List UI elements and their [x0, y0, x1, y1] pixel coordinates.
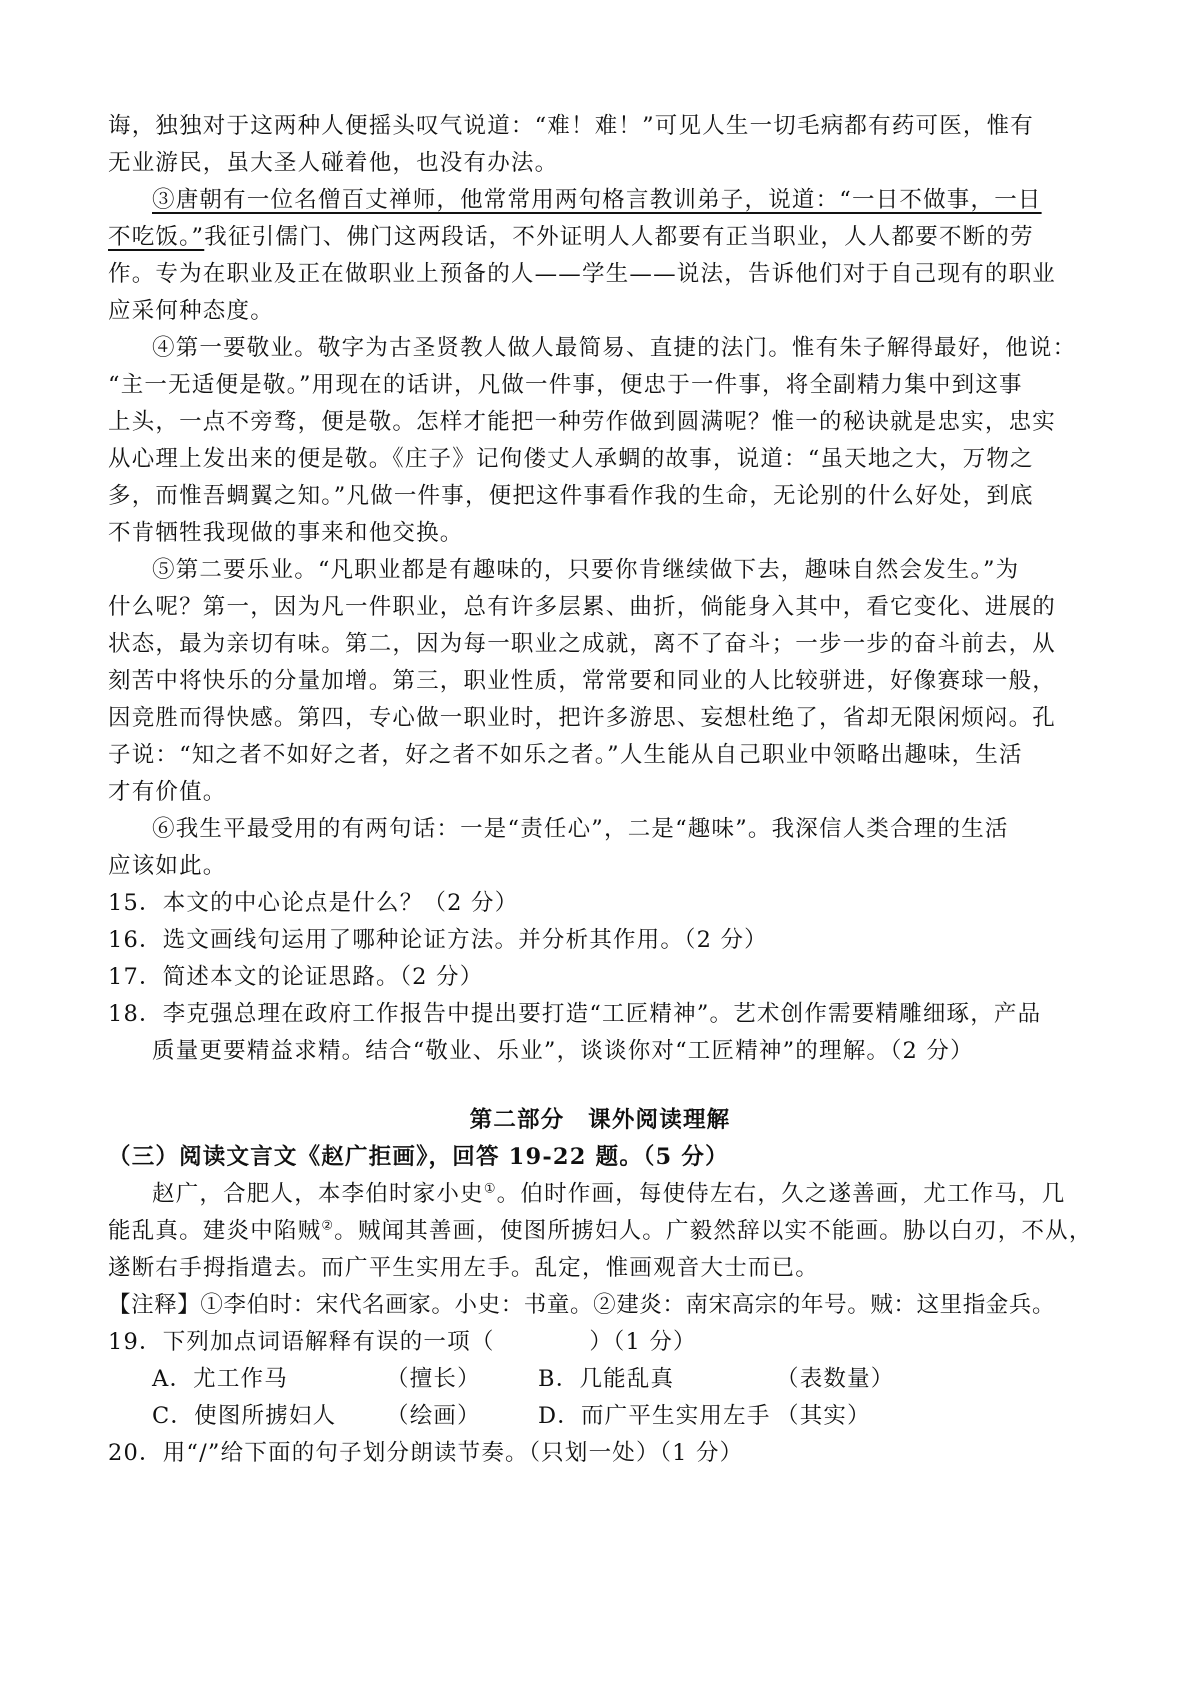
passage-line: 无业游民，虽大圣人碰着他，也没有办法。 [108, 150, 559, 176]
classical-text-seg: 。伯时作画，每使侍左右，久之遂善画，尤工作马，几 [496, 1181, 1066, 1207]
option-b-gloss: （表数量） [776, 1366, 895, 1392]
passage-line: 状态，最为亲切有味。第二，因为每一职业之成就，离不了奋斗；一步一步的奋斗前去，从 [108, 631, 1057, 657]
part2-heading: 第二部分 课外阅读理解 [469, 1107, 731, 1133]
question-19: 19．下列加点词语解释有误的一项（ ）（1 分） [108, 1329, 697, 1355]
classical-text-line [108, 1214, 1098, 1248]
passage-line: 作。专为在职业及正在做职业上预备的人——学生——说法，告诉他们对于自己现有的职业 [108, 261, 1057, 287]
question-18-cont: 质量更要精益求精。结合“敬业、乐业”，谈谈你对“工匠精神”的理解。（2 分） [152, 1038, 974, 1064]
question-17: 17．简述本文的论证思路。（2 分） [108, 964, 484, 990]
footnote-ref-1: ① [483, 1181, 497, 1197]
question-18: 18．李克强总理在政府工作报告中提出要打造“工匠精神”。艺术创作需要精雕细琢，产品 [108, 1001, 1042, 1027]
annotation-notes: 【注释】①李伯时：宋代名画家。小史：书童。②建炎：南宋高宗的年号。贼：这里指金兵。 [108, 1292, 1056, 1318]
section-heading: （三）阅读文言文《赵广拒画》，回答 19-22 题。（5 分） [108, 1144, 729, 1170]
option-b [538, 1362, 674, 1396]
option-letter: C． [152, 1403, 195, 1429]
option-phrase: 而广平生实用左手 [580, 1403, 771, 1429]
option-phrase: 尤工作马 [193, 1366, 288, 1392]
passage-line: 诲，独独对于这两种人便摇头叹气说道：“难！难！”可见人生一切毛病都有药可医，惟有 [108, 113, 1035, 139]
classical-text-seg: 能乱真。建炎中陷贼 [108, 1218, 322, 1244]
option-c-gloss: （绘画） [386, 1403, 481, 1429]
passage-line: ⑥我生平最受用的有两句话：一是“责任心”，二是“趣味”。我深信人类合理的生活 [152, 816, 1009, 842]
option-phrase: 几能乱真 [579, 1366, 675, 1392]
passage-line: 不肯牺牲我现做的事来和他交换。 [108, 520, 464, 546]
passage-line-text: 我征引儒门、佛门这两段话，不外证明人人都要有正当职业，人人都要不断的劳 [204, 224, 1034, 250]
classical-text-line: 遂断右手拇指遣去。而广平生实用左手。乱定，惟画观音大士而已。 [108, 1255, 820, 1281]
passage-line: ④第一要敬业。敬字为古圣贤教人做人最简易、直捷的法门。惟有朱子解得最好，他说： [152, 335, 1077, 361]
passage-line: 应采何种态度。 [108, 298, 274, 324]
passage-line: “主一无适便是敬。”用现在的话讲，凡做一件事，便忠于一件事，将全副精力集中到这事 [108, 372, 1023, 398]
option-d-gloss: （其实） [776, 1403, 871, 1429]
option-letter: A． [152, 1366, 194, 1392]
classical-text-seg: 。贼闻其善画，使图所掳妇人。广毅然辞以实不能画。胁以白刃，不从， [334, 1218, 1093, 1244]
underlined-sentence: ③唐朝有一位名僧百丈禅师，他常常用两句格言教训弟子，说道：“一日不做事，一日 [152, 187, 1042, 213]
footnote-ref-2: ② [321, 1218, 335, 1234]
question-15: 15．本文的中心论点是什么？（2 分） [108, 890, 519, 916]
passage-line: 多，而惟吾蜩翼之知。”凡做一件事，便把这件事看作我的生命，无论别的什么好处，到底 [108, 483, 1034, 509]
option-phrase: 使图所掳妇人 [194, 1403, 337, 1429]
question-20: 20．用“/”给下面的句子划分朗读节奏。（只划一处）（1 分） [108, 1440, 744, 1466]
option-d [538, 1399, 771, 1433]
option-a-gloss: （擅长） [386, 1366, 481, 1392]
passage-line: 因竞胜而得快感。第四，专心做一职业时，把许多游思、妄想杜绝了，省却无限闲烦闷。孔 [108, 705, 1057, 731]
passage-line: ⑤第二要乐业。“凡职业都是有趣味的，只要你肯继续做下去，趣味自然会发生。”为 [152, 557, 1020, 583]
passage-line: 子说：“知之者不如好之者，好之者不如乐之者。”人生能从自己职业中领略出趣味，生活 [108, 742, 1023, 768]
passage-line: 刻苦中将快乐的分量加增。第三，职业性质，常常要和同业的人比较骈进，好像赛球一般， [108, 668, 1057, 694]
option-c [152, 1399, 336, 1433]
passage-line: 什么呢？第一，因为凡一件职业，总有许多层累、曲折，倘能身入其中，看它变化、进展的 [108, 594, 1057, 620]
passage-line-combo [108, 220, 1098, 254]
passage-line: 上头，一点不旁骛，便是敬。怎样才能把一种劳作做到圆满呢？惟一的秘诀就是忠实，忠实 [108, 409, 1057, 435]
passage-line: 应该如此。 [108, 853, 227, 879]
classical-text-line [152, 1177, 1098, 1211]
classical-text-seg: 赵广，合肥人，本李伯时家小史 [152, 1181, 484, 1207]
question-16: 16．选文画线句运用了哪种论证方法。并分析其作用。（2 分） [108, 927, 768, 953]
option-letter: B． [538, 1366, 580, 1392]
underlined-sentence-end: 不吃饭。” [108, 224, 205, 250]
option-a [152, 1362, 288, 1396]
passage-line: 才有价值。 [108, 779, 227, 805]
option-letter: D． [538, 1403, 581, 1429]
passage-line: 从心理上发出来的便是敬。《庄子》记佝偻丈人承蜩的故事，说道：“虽天地之大，万物之 [108, 446, 1034, 472]
